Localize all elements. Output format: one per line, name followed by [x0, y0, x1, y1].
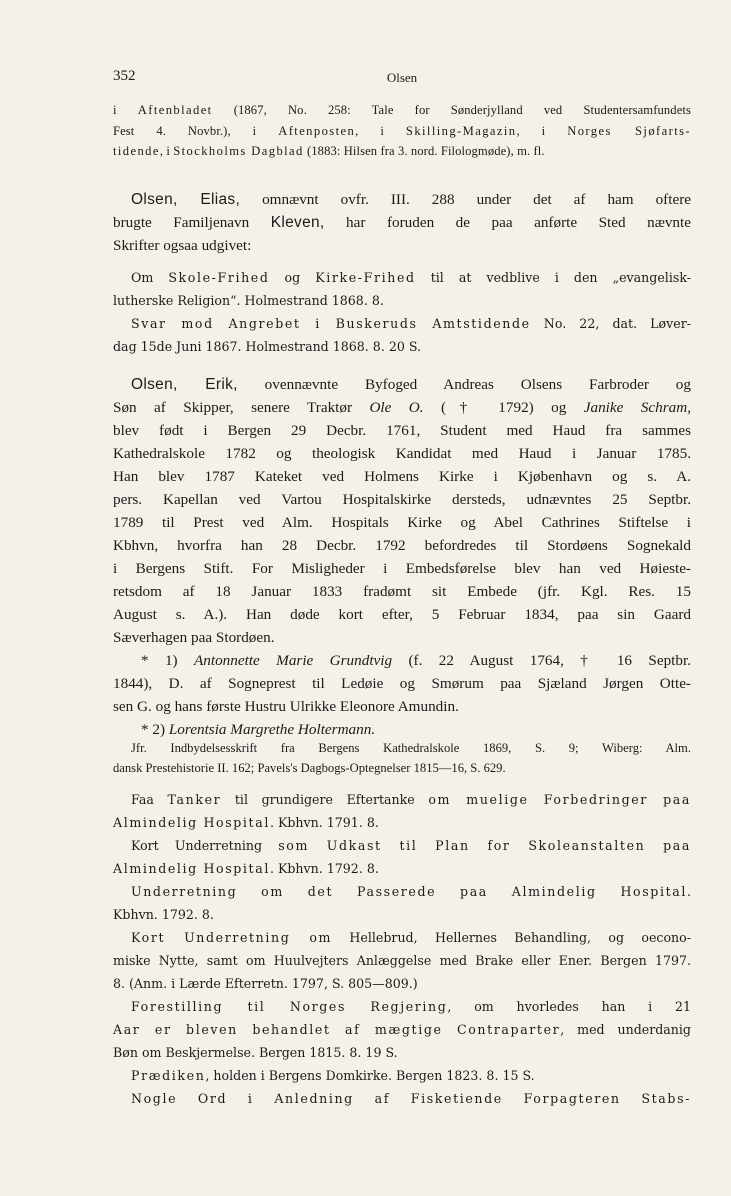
work-entry: Underretning om det Passerede paa Almindelig Hospital.	[131, 884, 691, 899]
top-paragraph	[113, 100, 691, 162]
running-title: Olsen	[386, 70, 418, 85]
text-line: 1789 til Prest ved Alm. Hospitals Kirke og Abel Cathrines Stiftelse i	[113, 514, 691, 531]
text-line: brugte Familjenavn Kleven, har foruden de paa anførte Sted nævnte	[113, 214, 691, 231]
elias-works	[113, 266, 691, 358]
text-line: Sæverhagen paa Stordøen.	[113, 629, 275, 646]
text-line: Han blev 1787 Kateket ved Holmens Kirke i Kjøbenhavn og s. A.	[113, 468, 691, 485]
running-head	[113, 68, 691, 88]
marriage-line: * 1) Antonnette Marie Grundtvig (f. 22 August 1764, † 16 Septbr.	[141, 652, 691, 669]
work-entry: Forestilling til Norges Regjering, om hvorledes han i 21	[131, 999, 691, 1014]
work-entry-cont: miske Nytte, samt om Huulvejters Anlæggelse med Brake eller Ener. Bergen 1797.	[113, 953, 691, 968]
text-line: August s. A.). Han døde kort efter, 5 Februar 1834, paa sin Gaard	[113, 606, 691, 623]
text-line: Olsen, Erik, ovennævnte Byfoged Andreas Olsens Farbroder og	[131, 376, 691, 393]
text-line: i Bergens Stift. For Misligheder i Embedsførelse blev han ved Høieste-	[113, 560, 691, 577]
work-entry-cont: Almindelig Hospital. Kbhvn. 1791. 8.	[113, 815, 379, 830]
work-entry: Nogle Ord i Anledning af Fisketiende Forpagteren Stabs-	[131, 1091, 691, 1106]
text-line: Kathedralskole 1782 og theologisk Kandidat med Haud i Januar 1785.	[113, 445, 691, 462]
page-number: 352	[113, 68, 136, 84]
work-entry-cont: Aar er bleven behandlet af mægtige Contraparter, med underdanig	[113, 1022, 691, 1037]
work-entry-cont: dag 15de Juni 1867. Holmestrand 1868. 8. 20 S.	[113, 339, 422, 354]
text-line: i Aftenbladet (1867, No. 258: Tale for Sønderjylland ved Studentersamfundets	[113, 103, 691, 117]
reference-line: Jfr. Indbydelsesskrift fra Bergens Kathedralskole 1869, S. 9; Wiberg: Alm.	[131, 741, 691, 755]
entry-erik	[113, 373, 691, 741]
work-entry-cont: Bøn om Beskjermelse. Bergen 1815. 8. 19 S.	[113, 1045, 398, 1060]
text-line: tidende, i Stockholms Dagblad (1883: Hilsen fra 3. nord. Filologmøde), m. fl.	[113, 144, 545, 158]
text-line: Skrifter ogsaa udgivet:	[113, 237, 252, 254]
entry-elias	[113, 188, 691, 257]
work-entry-cont: lutherske Religion“. Holmestrand 1868. 8.	[113, 293, 384, 308]
entry-heading: Olsen, Erik,	[131, 376, 238, 393]
work-entry: Kort Underretning som Udkast til Plan for Skoleanstalten paa	[131, 838, 691, 853]
references	[113, 738, 691, 778]
erik-works	[113, 788, 691, 1110]
work-entry: Svar mod Angrebet i Buskeruds Amtstidende No. 22, dat. Løver-	[131, 316, 691, 331]
text-line: 1844), D. af Sogneprest til Ledøie og Smørum paa Sjæland Jørgen Otte-	[113, 675, 691, 692]
work-entry: Om Skole-Frihed og Kirke-Frihed til at vedblive i den „evangelisk-	[131, 270, 691, 285]
entry-heading: Olsen, Elias,	[131, 191, 241, 208]
reference-line: dansk Prestehistorie II. 162; Pavels's Dagbogs-Optegnelser 1815—16, S. 629.	[113, 761, 506, 775]
marriage-line: * 2) Lorentsia Margrethe Holtermann.	[141, 721, 376, 738]
text-line: Fest 4. Novbr.), i Aftenposten, i Skilling-Magazin, i Norges Sjøfarts-	[113, 123, 691, 138]
work-entry: Faa Tanker til grundigere Eftertanke om muelige Forbedringer paa	[131, 792, 691, 807]
text-line: Olsen, Elias, omnævnt ovfr. III. 288 under det af ham oftere	[131, 191, 691, 208]
text-line: Kbhvn, hvorfra han 28 Decbr. 1792 befordredes til Stordøens Sognekald	[113, 537, 691, 554]
work-entry-cont: Kbhvn. 1792. 8.	[113, 907, 214, 922]
text-line: sen G. og hans første Hustru Ulrikke Eleonore Amundin.	[113, 698, 459, 715]
work-entry: Kort Underretning om Hellebrud, Hellernes Behandling, og oecono-	[131, 930, 691, 945]
work-entry-cont: Almindelig Hospital. Kbhvn. 1792. 8.	[113, 861, 379, 876]
text-line: pers. Kapellan ved Vartou Hospitalskirke dersteds, udnævntes 25 Septbr.	[113, 491, 691, 508]
text-line: retsdom af 18 Januar 1833 fradømt sit Embede (jfr. Kgl. Res. 15	[113, 583, 691, 600]
text-line: Søn af Skipper, senere Traktør Ole O. († 1792) og Janike Schram,	[113, 399, 691, 416]
text-line: blev født i Bergen 29 Decbr. 1761, Student med Haud fra sammes	[113, 422, 691, 439]
work-entry-cont: 8. (Anm. i Lærde Efterretn. 1797, S. 805—809.)	[113, 976, 418, 991]
work-entry: Prædiken, holden i Bergens Domkirke. Bergen 1823. 8. 15 S.	[131, 1068, 535, 1083]
